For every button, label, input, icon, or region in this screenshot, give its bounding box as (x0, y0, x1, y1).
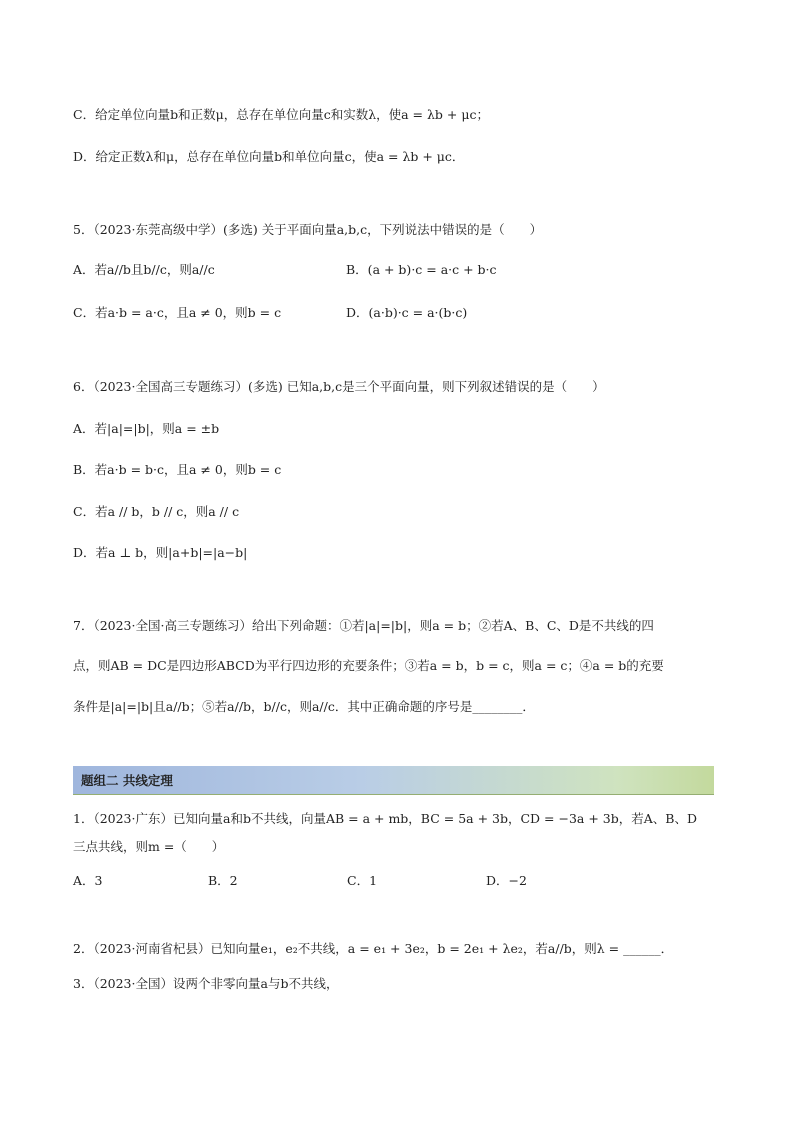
q7-line-2: 点，则AB = DC是四边形ABCD为平行四边形的充要条件；③若a = b，b = c，则a = c；④a = b的充要 (73, 658, 664, 673)
q6-option-d: D．若a ⊥ b，则|a+b|=|a−b| (73, 545, 248, 560)
q6-option-c: C．若a // b，b // c，则a // c (73, 504, 240, 519)
q7-line-3: 条件是|a|=|b|且a//b；⑤若a//b，b//c，则a//c．其中正确命题的序号是________． (73, 699, 535, 714)
s2q1-option-b: B．2 (208, 873, 238, 888)
q5-stem: 5．（2023·东莞高级中学）(多选) 关于平面向量a,b,c，下列说法中错误的是（ ） (73, 222, 543, 237)
s2q2-text: 2．（2023·河南省杞县）已知向量e₁，e₂不共线，a = e₁ + 3e₂，b = 2e₁ + λe₂，若a//b，则λ = ______． (73, 941, 674, 956)
s2q1-line-2: 三点共线，则m =（ ） (73, 839, 225, 854)
s2q1-option-d: D．−2 (486, 873, 527, 888)
s2q1-option-c: C．1 (347, 873, 378, 888)
q5-option-c: C．若a·b = a·c，且a ≠ 0，则b = c (73, 305, 282, 320)
section-title: 题组二 共线定理 (81, 773, 173, 788)
q5-option-d: D．(a·b)·c = a·(b·c) (346, 305, 468, 320)
q7-line-1: 7．（2023·全国·高三专题练习）给出下列命题：①若|a|=|b|，则a = b；②若A、B、C、D是不共线的四 (73, 618, 654, 633)
q6-stem: 6．（2023·全国高三专题练习）(多选) 已知a,b,c是三个平面向量，则下列叙述错误的是（ ） (73, 379, 605, 394)
q4-option-c: C．给定单位向量b和正数μ，总存在单位向量c和实数λ，使a = λb + μc； (73, 107, 489, 122)
s2q1-option-a: A．3 (73, 873, 103, 888)
q6-option-a: A．若|a|=|b|，则a = ±b (73, 421, 220, 436)
q4-option-d: D．给定正数λ和μ，总存在单位向量b和单位向量c，使a = λb + μc． (73, 149, 465, 164)
s2q1-line-1: 1．（2023·广东）已知向量a和b不共线，向量AB = a + mb，BC = 5a + 3b，CD = −3a + 3b，若A、B、D (73, 811, 697, 826)
q5-option-b: B．(a + b)·c = a·c + b·c (346, 262, 497, 277)
section-header-band (73, 766, 714, 795)
s2q3-text: 3．（2023·全国）设两个非零向量a与b不共线， (73, 976, 339, 991)
q5-option-a: A．若a//b且b//c，则a//c (73, 262, 215, 277)
q6-option-b: B．若a·b = b·c，且a ≠ 0，则b = c (73, 462, 282, 477)
